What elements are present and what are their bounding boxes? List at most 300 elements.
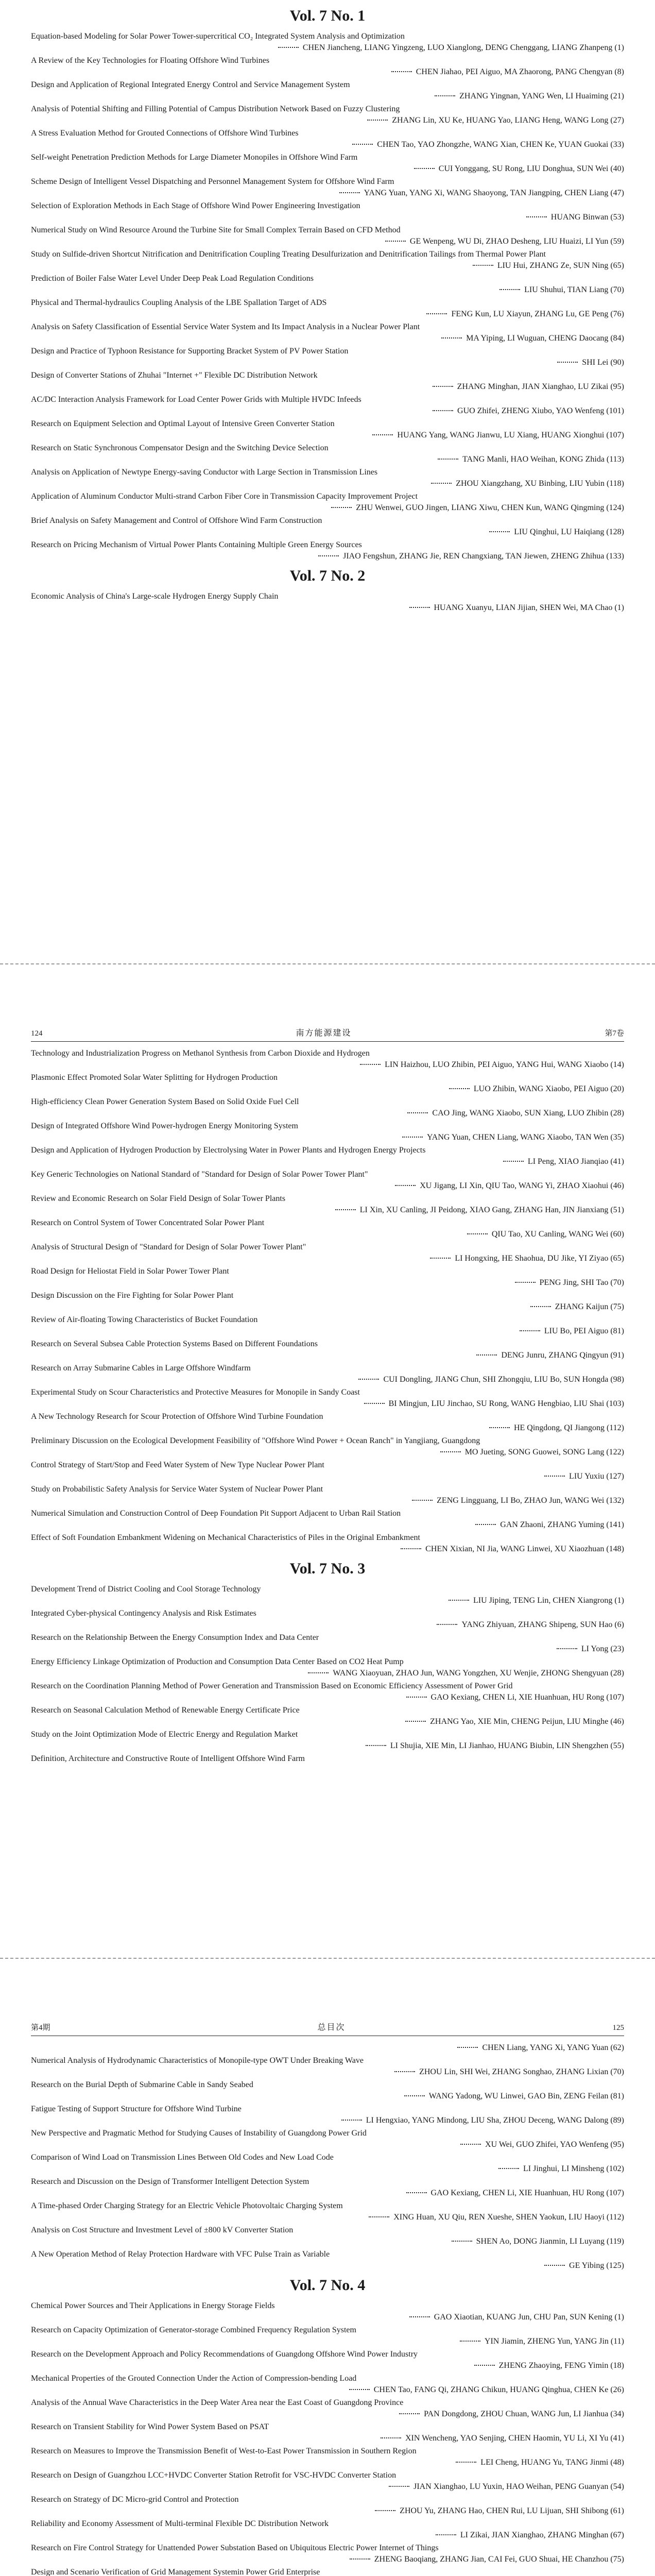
article-authors-line (31, 42, 624, 54)
toc-entry (31, 176, 624, 199)
leader-dots (350, 2558, 370, 2560)
article-authors: JIAO Fengshun, ZHANG Jie, REN Changxiang, TAN Jiewen, ZHENG Zhihua (133) (343, 552, 624, 561)
toc-entry (31, 1705, 624, 1727)
article-authors-line (31, 527, 624, 538)
article-authors: LI Peng, XIAO Jianqiao (41) (527, 1157, 624, 1166)
article-title: Design and Application of Regional Integrated Energy Control and Service Management System (31, 80, 350, 89)
article-authors-line (31, 2336, 624, 2347)
article-title: Fatigue Testing of Support Structure for Offshore Wind Turbine (31, 2105, 242, 2113)
leader-dots (339, 192, 360, 193)
leader-dots (358, 1379, 379, 1380)
leader-dots (369, 2216, 389, 2217)
leader-dots (394, 2071, 415, 2072)
article-authors-line (31, 1447, 624, 1458)
article-title: Selection of Exploration Methods in Each Stage of Offshore Wind Power Engineering Investigation (31, 201, 360, 210)
article-authors: LI Zikai, JIAN Xianghao, ZHANG Minghan (67) (460, 2531, 624, 2539)
article-authors-line (31, 1156, 624, 1167)
article-authors: LI Hengxiao, YANG Mindong, LIU Sha, ZHOU Deceng, WANG Dalong (89) (366, 2116, 624, 2125)
article-authors-line (31, 260, 624, 272)
article-authors: CHEN Xixian, NI Jia, WANG Linwei, XU Xiaozhuan (148) (425, 1545, 624, 1553)
volume-heading: Vol. 7 No. 4 (289, 2277, 366, 2294)
article-title: Research on Strategy of DC Micro-grid Control and Protection (31, 2495, 239, 2504)
toc-list-vol2-cont (31, 1048, 624, 1555)
article-title: Analysis of Potential Shifting and Filling Potential of Campus Distribution Network Based on Fuzzy Clustering (31, 105, 400, 113)
toc-entry (31, 2128, 624, 2150)
leader-dots (436, 2534, 456, 2535)
article-title: Chemical Power Sources and Their Applications in Energy Storage Fields (31, 2301, 275, 2310)
article-title: A Stress Evaluation Method for Grouted Connections of Offshore Wind Turbines (31, 129, 299, 138)
leader-dots (401, 1548, 421, 1549)
toc-entry (31, 2200, 624, 2223)
article-authors-line (31, 1716, 624, 1727)
article-authors: XIN Wencheng, YAO Senjing, CHEN Haomin, YU Li, XI Yu (41) (405, 2434, 624, 2443)
article-authors-line (31, 1083, 624, 1095)
leader-dots (449, 1600, 469, 1601)
article-authors: ZHANG Lin, XU Ke, HUANG Yao, LIANG Heng, WANG Long (27) (392, 116, 624, 125)
toc-entry (31, 1193, 624, 1216)
article-authors: LI Jinghui, LI Minsheng (102) (523, 2164, 624, 2173)
article-authors-line (31, 2312, 624, 2323)
toc-entry (31, 1632, 624, 1655)
leader-dots (375, 2510, 395, 2511)
article-authors: WANG Yadong, WU Linwei, GAO Bin, ZENG Feilan (81) (428, 2092, 624, 2100)
leader-dots (515, 1282, 536, 1283)
article-title: Study on the Joint Optimization Mode of Electric Energy and Regulation Market (31, 1730, 298, 1739)
leader-dots (460, 2341, 480, 2342)
article-authors-line (31, 2360, 624, 2371)
toc-entry (31, 1048, 624, 1071)
article-title: Study on Sulfide-driven Shortcut Nitrification and Denitrification Coupling Treating Desulfurization and Denitrification Tailings from Thermal Power Plant (31, 250, 546, 259)
article-authors: GAO Kexiang, CHEN Li, XIE Huanhuan, HU Rong (107) (430, 2189, 624, 2197)
toc-entry (31, 539, 624, 562)
article-authors-line (31, 115, 624, 126)
article-title: Preliminary Discussion on the Ecological Development Feasibility of "Offshore Wind Power + Ocean Ranch" in Yangjiang, Guangdong (31, 1436, 480, 1445)
article-authors: ZHANG Kaijun (75) (555, 1302, 624, 1311)
article-title: Research on the Coordination Planning Method of Power Generation and Transmission Based on Economic Efficiency Assessment of Power Grid (31, 1682, 513, 1690)
toc-entry (31, 1338, 624, 1361)
toc-entry (31, 1072, 624, 1095)
leader-dots (372, 434, 393, 435)
article-title: Numerical Simulation and Construction Control of Deep Foundation Pit Support Adjacent to Urban Rail Station (31, 1509, 401, 1518)
article-authors-line (31, 2481, 624, 2493)
article-authors: LIU Yuxiu (127) (569, 1472, 624, 1481)
article-title: Study on Probabilistic Safety Analysis for Service Water System of Nuclear Power Plant (31, 1485, 323, 1494)
article-authors: LI Yong (23) (581, 1645, 624, 1653)
article-authors-line (31, 1059, 624, 1071)
leader-dots (437, 1624, 457, 1625)
article-title: Brief Analysis on Safety Management and Control of Offshore Wind Farm Construction (31, 516, 322, 525)
toc-entry (31, 55, 624, 78)
article-authors: HUANG Xuanyu, LIAN Jijian, SHEN Wei, MA Chao (1) (434, 603, 624, 612)
article-authors: MA Yiping, LI Wuguan, CHENG Daocang (84) (466, 334, 624, 343)
article-title: Research on Seasonal Calculation Method of Renewable Energy Certificate Price (31, 1706, 300, 1715)
toc-entry (31, 2325, 624, 2347)
leader-dots (489, 531, 510, 532)
article-title: Numerical Study on Wind Resource Around the Turbine Site for Small Complex Terrain Based on CFD Method (31, 226, 401, 234)
article-authors: LI Xin, XU Canling, JI Peidong, XIAO Gang, ZHANG Han, JIN Jianxiang (51) (359, 1206, 624, 1214)
leader-dots (381, 2437, 401, 2438)
article-authors: HUANG Binwan (53) (550, 213, 624, 222)
toc-page-1 (0, 0, 655, 615)
article-authors-line (31, 2139, 624, 2150)
article-title: Research on Fire Control Strategy for Unattended Power Substation Based on Ubiquitous Electric Power Internet of Things (31, 2544, 439, 2552)
article-authors: JIAN Xianghao, LU Yuxin, HAO Weihan, PENG Guanyan (54) (413, 2482, 624, 2491)
article-authors-line (31, 1668, 624, 1679)
leader-dots (476, 1354, 497, 1355)
article-authors-line (31, 163, 624, 175)
article-authors: GAO Kexiang, CHEN Li, XIE Huanhuan, HU Rong (107) (430, 1693, 624, 1702)
article-authors-line (31, 1180, 624, 1192)
toc-entry (31, 2042, 624, 2054)
toc-entry (31, 2055, 624, 2078)
toc-entry (31, 2446, 624, 2468)
article-authors-line (31, 430, 624, 441)
article-authors-line (31, 2409, 624, 2420)
leader-dots (360, 1064, 381, 1065)
leader-dots (452, 2241, 472, 2242)
article-authors-line (31, 1519, 624, 1531)
toc-entry (31, 2152, 624, 2175)
issue-label: 第4期 (31, 2024, 50, 2032)
leader-dots (474, 2365, 495, 2366)
article-title: Integrated Cyber-physical Contingency Analysis and Risk Estimates (31, 1609, 256, 1618)
toc-entry (31, 2421, 624, 2444)
article-title: Development Trend of District Cooling and Cool Storage Technology (31, 1585, 261, 1594)
article-authors: ZHENG Zhaoying, FENG Yimin (18) (498, 2361, 624, 2370)
toc-entry (31, 1290, 624, 1313)
article-authors: DENG Junru, ZHANG Qingyun (91) (501, 1351, 624, 1360)
toc-entry (31, 2079, 624, 2102)
article-authors-line (31, 2188, 624, 2199)
article-authors: WANG Xiaoyuan, ZHAO Jun, WANG Yongzhen, XU Wenjie, ZHONG Shengyuan (28) (333, 1669, 624, 1677)
leader-dots (440, 1451, 461, 1452)
article-authors: YIN Jiamin, ZHENG Yun, YANG Jin (11) (484, 2337, 624, 2346)
leader-dots (433, 410, 453, 411)
toc-entry (31, 1411, 624, 1434)
page-number: 124 (31, 1029, 43, 1038)
toc-entry (31, 1242, 624, 1264)
article-authors-line (31, 1326, 624, 1337)
leader-dots (395, 1185, 416, 1186)
leader-dots (435, 95, 455, 96)
article-authors: LI Shujia, XIE Min, LI Jianhao, HUANG Biubin, LIN Shengzhen (55) (390, 1741, 624, 1750)
article-authors-line (31, 2236, 624, 2247)
leader-dots (467, 1233, 488, 1234)
article-title: Design of Integrated Offshore Wind Power-hydrogen Energy Monitoring System (31, 1122, 298, 1130)
leader-dots (404, 2095, 425, 2096)
article-authors-line (31, 2212, 624, 2223)
article-title: Research on the Burial Depth of Submarine Cable in Sandy Seabed (31, 2080, 253, 2089)
toc-entry (31, 1508, 624, 1531)
toc-entry (31, 2176, 624, 2199)
article-authors-line (31, 1229, 624, 1240)
toc-entry (31, 1656, 624, 1679)
article-title: Equation-based Modeling for Solar Power Tower-supercritical CO₂ Integrated System Analysis and Optimization (31, 32, 405, 41)
article-authors-line (31, 1277, 624, 1289)
article-authors: LUO Zhibin, WANG Xiaobo, PEI Aiguo (20) (473, 1084, 624, 1093)
article-title: Scheme Design of Intelligent Vessel Dispatching and Personnel Management System for Offshore Wind Farm (31, 177, 394, 186)
leader-dots (530, 1306, 551, 1307)
article-authors: ZHU Wenwei, GUO Jingen, LIANG Xiwu, CHEN Kun, WANG Qingming (124) (356, 503, 624, 512)
toc-entry (31, 321, 624, 344)
article-authors: GUO Zhifei, ZHENG Xiubo, YAO Wenfeng (101) (457, 406, 624, 415)
article-authors: YANG Yuan, CHEN Liang, WANG Xiaobo, TAN Wen (35) (426, 1133, 624, 1142)
leader-dots (503, 1161, 524, 1162)
leader-dots (349, 2389, 370, 2390)
article-title: A New Technology Research for Scour Protection of Offshore Wind Turbine Foundation (31, 1412, 323, 1421)
toc-entry (31, 1729, 624, 1752)
article-title: New Perspective and Pragmatic Method for Studying Causes of Instability of Guangdong Power Grid (31, 2129, 367, 2138)
toc-entry (31, 370, 624, 393)
article-title: Research on the Relationship Between the Energy Consumption Index and Data Center (31, 1633, 319, 1642)
leader-dots (441, 337, 462, 338)
leader-dots (430, 1258, 451, 1259)
article-authors-line (31, 2554, 624, 2565)
toc-entry (31, 1121, 624, 1143)
leader-dots (457, 2047, 478, 2048)
page-break-divider (0, 1958, 655, 1959)
toc-entry (31, 2249, 624, 2272)
toc-page-2 (0, 1005, 655, 1766)
leader-dots (557, 1648, 577, 1649)
article-authors-line (31, 1398, 624, 1410)
article-authors: LIU Qinghui, LU Haiqiang (128) (514, 528, 624, 536)
article-authors-line (31, 1374, 624, 1385)
article-title: Research and Discussion on the Design of Transformer Intelligent Detection System (31, 2177, 309, 2186)
article-title: Analysis on Cost Structure and Investment Level of ±800 kV Converter Station (31, 2226, 294, 2234)
article-authors: XU Jigang, LI Xin, QIU Tao, WANG Yi, ZHAO Xiaohui (46) (420, 1181, 624, 1190)
article-authors-line (31, 66, 624, 78)
article-authors-line (31, 333, 624, 344)
article-title: Numerical Analysis of Hydrodynamic Characteristics of Monopile-type OWT Under Breaking Wave (31, 2056, 364, 2065)
article-authors-line (31, 1643, 624, 1655)
article-authors-line (31, 602, 624, 614)
volume-heading: Vol. 7 No. 3 (289, 1560, 366, 1577)
page-break-divider (0, 963, 655, 964)
toc-entry (31, 443, 624, 465)
toc-entry (31, 225, 624, 247)
page-number: 125 (612, 2024, 624, 2032)
article-authors-line (31, 2163, 624, 2175)
toc-entry (31, 249, 624, 272)
toc-entry (31, 31, 624, 54)
toc-entry (31, 79, 624, 102)
leader-dots (414, 168, 435, 169)
article-authors: ZENG Lingguang, LI Bo, ZHAO Jun, WANG Wei (132) (437, 1496, 624, 1505)
article-authors: CAO Jing, WANG Xiaobo, SUN Xiang, LUO Zhibin (28) (432, 1109, 624, 1117)
article-authors-line (31, 1544, 624, 1555)
article-authors-line (31, 2066, 624, 2078)
leader-dots (389, 2486, 409, 2487)
leader-dots (402, 1137, 423, 1138)
toc-entry (31, 1266, 624, 1289)
article-authors: LIU Jiping, TENG Lin, CHEN Xiangrong (1) (473, 1596, 624, 1605)
article-authors: TANG Manli, HAO Weihan, KONG Zhida (113) (462, 455, 624, 464)
article-authors: CHEN Tao, YAO Zhongzhe, WANG Xian, CHEN Ke, YUAN Guokai (33) (377, 140, 624, 149)
leader-dots (526, 216, 547, 217)
toc-entry (31, 491, 624, 514)
article-title: Application of Aluminum Conductor Multi-strand Carbon Fiber Core in Transmission Capacity Improvement Project (31, 492, 418, 501)
toc-entry (31, 2104, 624, 2126)
leader-dots (367, 120, 388, 121)
running-header (31, 2021, 624, 2036)
article-authors: LIU Shuhui, TIAN Liang (70) (524, 285, 624, 294)
article-authors-line (31, 1619, 624, 1631)
article-authors: CHEN Tao, FANG Qi, ZHANG Chikun, HUANG Qinghua, CHEN Ke (26) (373, 2385, 624, 2394)
article-title: Research on Control System of Tower Concentrated Solar Power Plant (31, 1218, 265, 1227)
article-authors-line (31, 478, 624, 489)
article-title: Research on the Development Approach and Policy Recommendations of Guangdong Offshore Wind Power Industry (31, 2350, 418, 2359)
leader-dots (278, 47, 299, 48)
leader-dots (331, 507, 352, 508)
article-authors-line (31, 551, 624, 562)
section-name: 总目次 (317, 2023, 346, 2032)
article-title: Energy Efficiency Linkage Optimization of Production and Consumption Data Center Based on CO2 Heat Pump (31, 1657, 404, 1666)
leader-dots (433, 386, 453, 387)
leader-dots (308, 1672, 329, 1673)
leader-dots (426, 313, 447, 314)
article-title: Self-weight Penetration Prediction Methods for Large Diameter Monopiles in Offshore Wind Farm (31, 153, 358, 162)
article-authors-line (31, 405, 624, 417)
leader-dots (438, 459, 458, 460)
leader-dots (406, 1697, 427, 1698)
journal-name: 南方能源建设 (296, 1029, 352, 1038)
article-authors-line (31, 454, 624, 465)
article-title: Technology and Industrialization Progress on Methanol Synthesis from Carbon Dioxide and Hydrogen (31, 1049, 370, 1058)
toc-entry (31, 152, 624, 175)
leader-dots (473, 265, 493, 266)
article-authors: ZHOU Yu, ZHANG Hao, CHEN Rui, LU Lijuan, SHI Shibong (61) (400, 2506, 624, 2515)
article-authors: BI Mingjun, LIU Jinchao, SU Rong, WANG Hengbiao, LIU Shai (103) (388, 1399, 624, 1408)
article-authors: SHI Lei (90) (582, 358, 624, 367)
article-authors: ZHANG Yao, XIE Min, CHENG Peijun, LIU Minghe (46) (430, 1717, 624, 1726)
article-title: Design Discussion on the Fire Fighting for Solar Power Plant (31, 1291, 234, 1300)
article-authors-line (31, 1350, 624, 1361)
volume-heading: Vol. 7 No. 1 (289, 7, 366, 24)
article-title: A New Operation Method of Relay Protection Hardware with VFC Pulse Train as Variable (31, 2250, 330, 2259)
article-authors: CHEN Jiancheng, LIANG Yingzeng, LUO Xianglong, DENG Chenggang, LIANG Zhanpeng (1) (302, 43, 624, 52)
toc-entry (31, 2397, 624, 2420)
article-title: Mechanical Properties of the Grouted Connection Under the Action of Compression-bending Load (31, 2374, 357, 2383)
leader-dots (544, 2265, 565, 2266)
toc-entry (31, 394, 624, 417)
leader-dots (399, 2413, 420, 2414)
article-authors-line (31, 2260, 624, 2272)
article-authors-line (31, 1205, 624, 1216)
article-authors: GE Wenpeng, WU Di, ZHAO Desheng, LIU Huaizi, LI Yun (59) (409, 237, 624, 246)
toc-entry (31, 591, 624, 614)
article-authors: ZHANG Yingnan, YANG Wen, LI Huaiming (21) (459, 92, 624, 100)
leader-dots (498, 2168, 519, 2169)
article-authors-line (31, 2433, 624, 2444)
leader-dots (407, 1112, 428, 1113)
article-title: Research on Equipment Selection and Optimal Layout of Intensive Green Converter Station (31, 419, 335, 428)
article-authors: HUANG Yang, WANG Jianwu, LU Xiang, HUANG Xionghui (107) (397, 431, 624, 439)
article-authors-line (31, 284, 624, 296)
article-authors-line (31, 188, 624, 199)
article-authors: PAN Dongdong, ZHOU Chuan, WANG Jun, LI Jianhua (34) (424, 2410, 624, 2418)
toc-entry (31, 104, 624, 126)
volume-heading: Vol. 7 No. 2 (289, 567, 366, 584)
leader-dots (499, 289, 520, 290)
article-title: Analysis on Application of Newtype Energy-saving Conductor with Large Section in Transmission Lines (31, 468, 378, 477)
article-title: Key Generic Technologies on National Standard of "Standard for Design of Solar Power Tower Plant" (31, 1170, 368, 1179)
article-authors-line (31, 309, 624, 320)
article-title: High-efficiency Clean Power Generation System Based on Solid Oxide Fuel Cell (31, 1097, 299, 1106)
article-authors: GE Yibing (125) (569, 2261, 624, 2270)
toc-entry (31, 1681, 624, 1703)
toc-entry (31, 2543, 624, 2565)
leader-dots (456, 2462, 476, 2463)
article-authors: CHEN Jiahao, PEI Aiguo, MA Zhaorong, PANG Chengyan (8) (416, 67, 624, 76)
article-authors-line (31, 1495, 624, 1506)
article-title: A Review of the Key Technologies for Floating Offshore Wind Turbines (31, 56, 270, 65)
toc-entry (31, 1314, 624, 1337)
article-authors: MO Jueting, SONG Guowei, SONG Lang (122) (464, 1448, 624, 1456)
toc-entry (31, 1532, 624, 1555)
article-title: Definition, Architecture and Constructive Route of Intelligent Offshore Wind Farm (31, 1754, 305, 1763)
article-authors-line (31, 1422, 624, 1434)
article-title: Research on Transient Stability for Wind Power System Based on PSAT (31, 2422, 269, 2431)
article-title: Research on Several Subsea Cable Protection Systems Based on Different Foundations (31, 1340, 318, 1348)
article-title: Design and Practice of Typhoon Resistance for Supporting Bracket System of PV Power Station (31, 347, 349, 355)
article-title: Review of Air-floating Towing Characteristics of Bucket Foundation (31, 1315, 258, 1324)
toc-entry (31, 2567, 624, 2576)
leader-dots (544, 1476, 565, 1477)
article-authors-line (31, 212, 624, 223)
article-authors: CUI Yonggang, SU Rong, LIU Donghua, SUN Wei (40) (438, 164, 624, 173)
toc-entry (31, 1584, 624, 1606)
article-authors: SHEN Ao, DONG Jianmin, LI Luyang (119) (476, 2237, 624, 2246)
article-authors-line (31, 1132, 624, 1143)
article-title: Plasmonic Effect Promoted Solar Water Splitting for Hydrogen Production (31, 1073, 278, 1082)
toc-entry (31, 2349, 624, 2371)
article-authors-line (31, 91, 624, 102)
article-authors: GAO Xiaotian, KUANG Jun, CHU Pan, SUN Kening (1) (434, 2313, 624, 2321)
leader-dots (366, 1745, 386, 1746)
article-authors-line (31, 2530, 624, 2541)
article-title: Analysis on Safety Classification of Essential Service Water System and Its Impact Analysis in a Nuclear Power Plant (31, 323, 420, 331)
article-authors-line (31, 139, 624, 150)
toc-entry (31, 1608, 624, 1631)
toc-list-vol4 (31, 2300, 624, 2576)
toc-entry (31, 467, 624, 489)
leader-dots (489, 1427, 510, 1428)
toc-entry (31, 1363, 624, 1385)
article-authors: LIU Bo, PEI Aiguo (81) (544, 1327, 624, 1335)
article-title: Research on Static Synchronous Compensator Design and the Switching Device Selection (31, 444, 329, 452)
article-authors: LI Hongxing, HE Shaohua, DU Jike, YI Ziyao (65) (455, 1254, 624, 1263)
article-title: Economic Analysis of China's Large-scale Hydrogen Energy Supply Chain (31, 592, 279, 601)
toc-page-3 (0, 1999, 655, 2576)
article-authors: CHEN Liang, YANG Xi, YANG Yuan (62) (482, 2043, 624, 2052)
leader-dots (364, 1403, 385, 1404)
article-authors: ZHENG Baoqiang, ZHANG Jian, CAI Fei, GUO Shuai, HE Chanzhou (75) (374, 2555, 624, 2564)
leader-dots (385, 241, 406, 242)
toc-entry (31, 1753, 624, 1765)
leader-dots (520, 1330, 540, 1331)
leader-dots (406, 2192, 427, 2193)
leader-dots (335, 1209, 356, 1210)
article-authors-line (31, 2505, 624, 2517)
article-authors: LIN Haizhou, LUO Zhibin, PEI Aiguo, YANG Hui, WANG Xiaobo (14) (385, 1060, 624, 1069)
article-authors-line (31, 502, 624, 514)
leader-dots (409, 607, 430, 608)
article-title: Experimental Study on Scour Characteristics and Protective Measures for Monopile in Sandy Coast (31, 1388, 360, 1397)
toc-entry (31, 346, 624, 368)
article-title: Research on Measures to Improve the Transmission Benefit of West-to-East Power Transmission in Southern Region (31, 2447, 417, 2455)
article-title: Research on Design of Guangzhou LCC+HVDC Converter Station Retrofit for VSC-HVDC Converter Station (31, 2471, 397, 2480)
